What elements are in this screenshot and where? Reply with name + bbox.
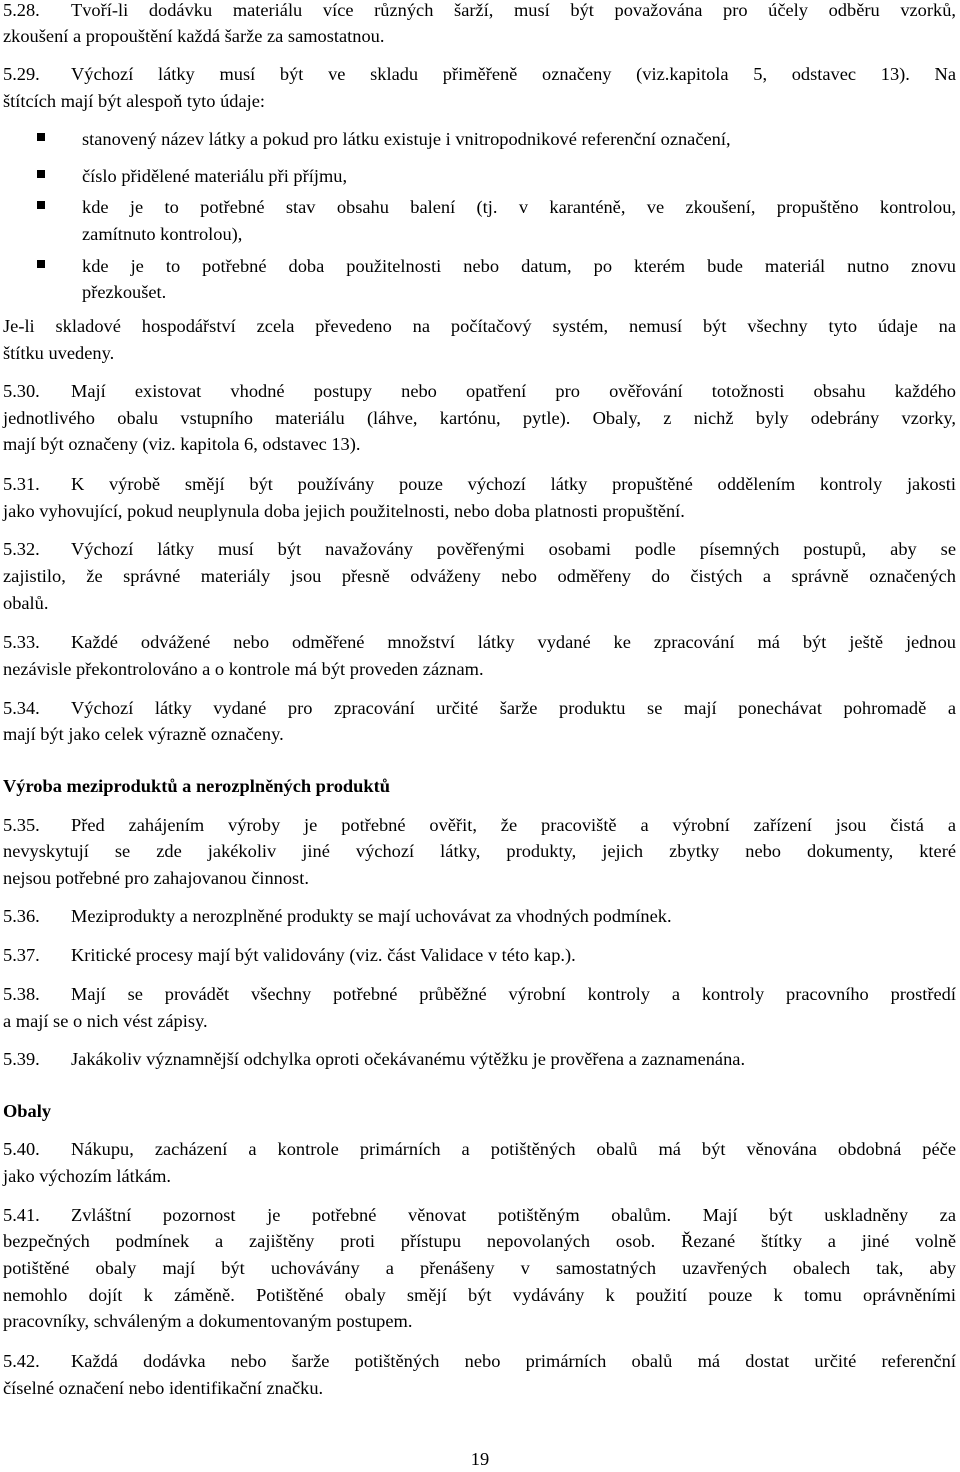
paragraph-line: Tvoří-li dodávku materiálu více různých šarží, musí být považována pro účely odběru vzorků, (71, 0, 956, 20)
list-item-text: kde je to potřebné stav obsahu balení (tj. v karanténě, ve zkoušení, propuštěno kontrolou, (82, 197, 956, 217)
paragraph-line: Před zahájením výroby je potřebné ověřit, že pracoviště a výrobní zařízení jsou čistá a (71, 815, 956, 835)
paragraph-line: bezpečných podmínek a zajištěny proti přístupu nepovolaných osob. Řezané štítky a jiné volně (3, 1231, 956, 1251)
paragraph-line: nemohlo dojít k záměně. Potištěné obaly smějí být vydávány k použití pouze k tomu oprávněními (3, 1285, 956, 1305)
paragraph-line: Nákupu, zacházení a kontrole primárních a potištěných obalů má být věnována obdobná péče (71, 1139, 956, 1159)
paragraph-number: 5.32. (3, 539, 40, 559)
paragraph-line: Každá dodávka nebo šarže potištěných nebo primárních obalů má dostat určité referenční (71, 1351, 956, 1371)
paragraph-line: Mají se provádět všechny potřebné průběžné výrobní kontroly a kontroly pracovního prostředí (71, 984, 956, 1004)
paragraph-line: Každé odvážené nebo odměřené množství látky vydané ke zpracování má být ještě jednou (71, 632, 956, 652)
square-bullet-icon (37, 133, 45, 141)
paragraph-number: 5.37. (3, 945, 40, 965)
paragraph-line: štítcích mají být alespoň tyto údaje: (3, 91, 266, 111)
paragraph-line: Výchozí látky musí být navažovány pověřenými osobami podle písemných postupů, aby se (71, 539, 956, 559)
list-item-text: stanovený název látky a pokud pro látku existuje i vnitropodnikové referenční označení, (82, 129, 731, 149)
list-item-text: číslo přidělené materiálu při příjmu, (82, 166, 348, 186)
paragraph-line: potištěné obaly mají být uchovávány a přenášeny v samostatných uzavřených obalech tak, aby (3, 1258, 956, 1278)
paragraph-line: štítku uvedeny. (3, 343, 115, 363)
paragraph-line: jednotlivého obalu vstupního materiálu (láhve, kartónu, pytle). Obaly, z nichž byly odebrány vzorky, (3, 408, 956, 428)
paragraph-line: nezávisle překontrolováno a o kontrole má být proveden záznam. (3, 659, 484, 679)
list-item-text: přezkoušet. (82, 282, 167, 302)
paragraph-line: číselné označení nebo identifikační značku. (3, 1378, 324, 1398)
square-bullet-icon (37, 260, 45, 268)
square-bullet-icon (37, 170, 45, 178)
paragraph-number: 5.31. (3, 474, 40, 494)
paragraph-number: 5.36. (3, 906, 40, 926)
list-item-text: zamítnuto kontrolou), (82, 224, 243, 244)
paragraph-line: mají být jako celek výrazně označeny. (3, 724, 284, 744)
paragraph-line: Mají existovat vhodné postupy nebo opatření pro ověřování totožnosti obsahu každého (71, 381, 956, 401)
paragraph-number: 5.38. (3, 984, 40, 1004)
paragraph-line: Je-li skladové hospodářství zcela převedeno na počítačový systém, nemusí být všechny tyto údaje na (3, 316, 956, 336)
paragraph-line: a mají se o nich vést zápisy. (3, 1011, 208, 1031)
page-number: 19 (470, 1449, 490, 1469)
paragraph-line: Výchozí látky musí být ve skladu přiměřeně označeny (viz.kapitola 5, odstavec 13). Na (71, 64, 956, 84)
paragraph-line: nejsou potřebné pro zahajovanou činnost. (3, 868, 309, 888)
paragraph-line: Meziprodukty a nerozplněné produkty se mají uchovávat za vhodných podmínek. (71, 906, 672, 926)
section-heading-text: Výroba meziproduktů a nerozplněných produktů (3, 776, 390, 796)
paragraph-line: zkoušení a propouštění každá šarže za samostatnou. (3, 26, 385, 46)
paragraph-number: 5.35. (3, 815, 40, 835)
paragraph-number: 5.29. (3, 64, 40, 84)
paragraph-line: mají být označeny (viz. kapitola 6, odstavec 13). (3, 434, 361, 454)
paragraph-number: 5.40. (3, 1139, 40, 1159)
paragraph-line: pracovníky, schváleným a dokumentovaným postupem. (3, 1311, 413, 1331)
paragraph-line: K výrobě smějí být používány pouze výchozí látky propuštěné oddělením kontroly jakosti (71, 474, 956, 494)
paragraph-line: Výchozí látky vydané pro zpracování určité šarže produktu se mají ponechávat pohromadě a (71, 698, 956, 718)
paragraph-line: Zvláštní pozornost je potřebné věnovat potištěným obalům. Mají být uskladněny za (71, 1205, 956, 1225)
paragraph-line: Jakákoliv významnější odchylka oproti očekávanému výtěžku je prověřena a zaznamenána. (71, 1049, 746, 1069)
list-item-text: kde je to potřebné doba použitelnosti nebo datum, po kterém bude materiál nutno znovu (82, 256, 956, 276)
paragraph-number: 5.34. (3, 698, 40, 718)
paragraph-number: 5.33. (3, 632, 40, 652)
paragraph-number: 5.42. (3, 1351, 40, 1371)
paragraph-line: zajistilo, že správné materiály jsou přesně odváženy nebo odměřeny do čistých a správně označených (3, 566, 956, 586)
paragraph-number: 5.30. (3, 381, 40, 401)
paragraph-number: 5.39. (3, 1049, 40, 1069)
paragraph-number: 5.41. (3, 1205, 40, 1225)
paragraph-number: 5.28. (3, 0, 40, 20)
paragraph-line: Kritické procesy mají být validovány (viz. část Validace v této kap.). (71, 945, 576, 965)
paragraph-line: jako výchozím látkám. (3, 1166, 172, 1186)
square-bullet-icon (37, 201, 45, 209)
paragraph-line: nevyskytují se zde jakékoliv jiné výchozí látky, produkty, jejich zbytky nebo dokumenty, které (3, 841, 956, 861)
section-heading-text: Obaly (3, 1101, 52, 1121)
paragraph-line: obalů. (3, 593, 49, 613)
paragraph-line: jako vyhovující, pokud neuplynula doba jejich použitelnosti, nebo doba platnosti propuštění. (3, 501, 685, 521)
